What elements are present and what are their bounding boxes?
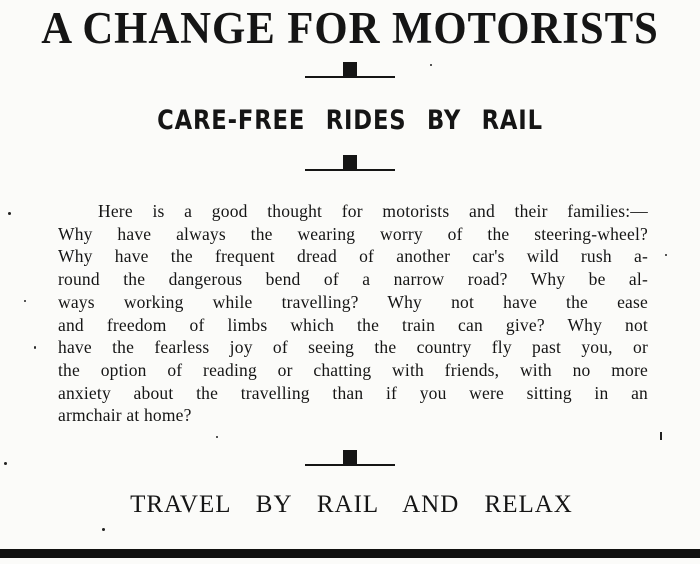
body-line: have the fearless joy of seeing the country fly past you, or: [58, 337, 648, 358]
body-line: and freedom of limbs which the train can give? Why not: [58, 314, 648, 335]
print-speck: [216, 436, 218, 438]
print-speck: [24, 300, 26, 302]
body-line: round the dangerous bend of a narrow road? Why be al-: [58, 269, 648, 290]
ornamental-rule-middle: [305, 155, 395, 173]
print-speck: [660, 432, 662, 440]
bottom-border-rule: [0, 549, 700, 558]
print-speck: [8, 212, 11, 215]
body-line: armchair at home?: [58, 405, 192, 426]
print-speck: [34, 346, 36, 349]
subheadline: CARE-FREE RIDES BY RAIL: [157, 105, 543, 136]
print-speck: [665, 254, 667, 256]
body-line: Why have always the wearing worry of the steering-wheel?: [58, 223, 648, 244]
print-speck: [102, 528, 105, 531]
print-speck: [4, 462, 7, 465]
ornamental-rule-top: [305, 62, 395, 80]
body-paragraph: [58, 200, 648, 427]
body-line: anxiety about the travelling than if you were sitting in an: [58, 382, 648, 403]
headline: A CHANGE FOR MOTORISTS: [41, 3, 659, 53]
body-line: ways working while travelling? Why not have the ease: [58, 291, 648, 312]
slogan: TRAVEL BY RAIL AND RELAX: [130, 491, 573, 518]
rule-block-ornament: [343, 155, 357, 171]
body-line: Here is a good thought for motorists and their families:—: [98, 201, 648, 221]
body-line: Why have the frequent dread of another car's wild rush a-: [58, 246, 648, 267]
ornamental-rule-bottom: [305, 450, 395, 468]
body-line: the option of reading or chatting with friends, with no more: [58, 359, 648, 380]
print-speck: [430, 64, 432, 66]
rule-block-ornament: [343, 62, 357, 78]
rule-block-ornament: [343, 450, 357, 466]
